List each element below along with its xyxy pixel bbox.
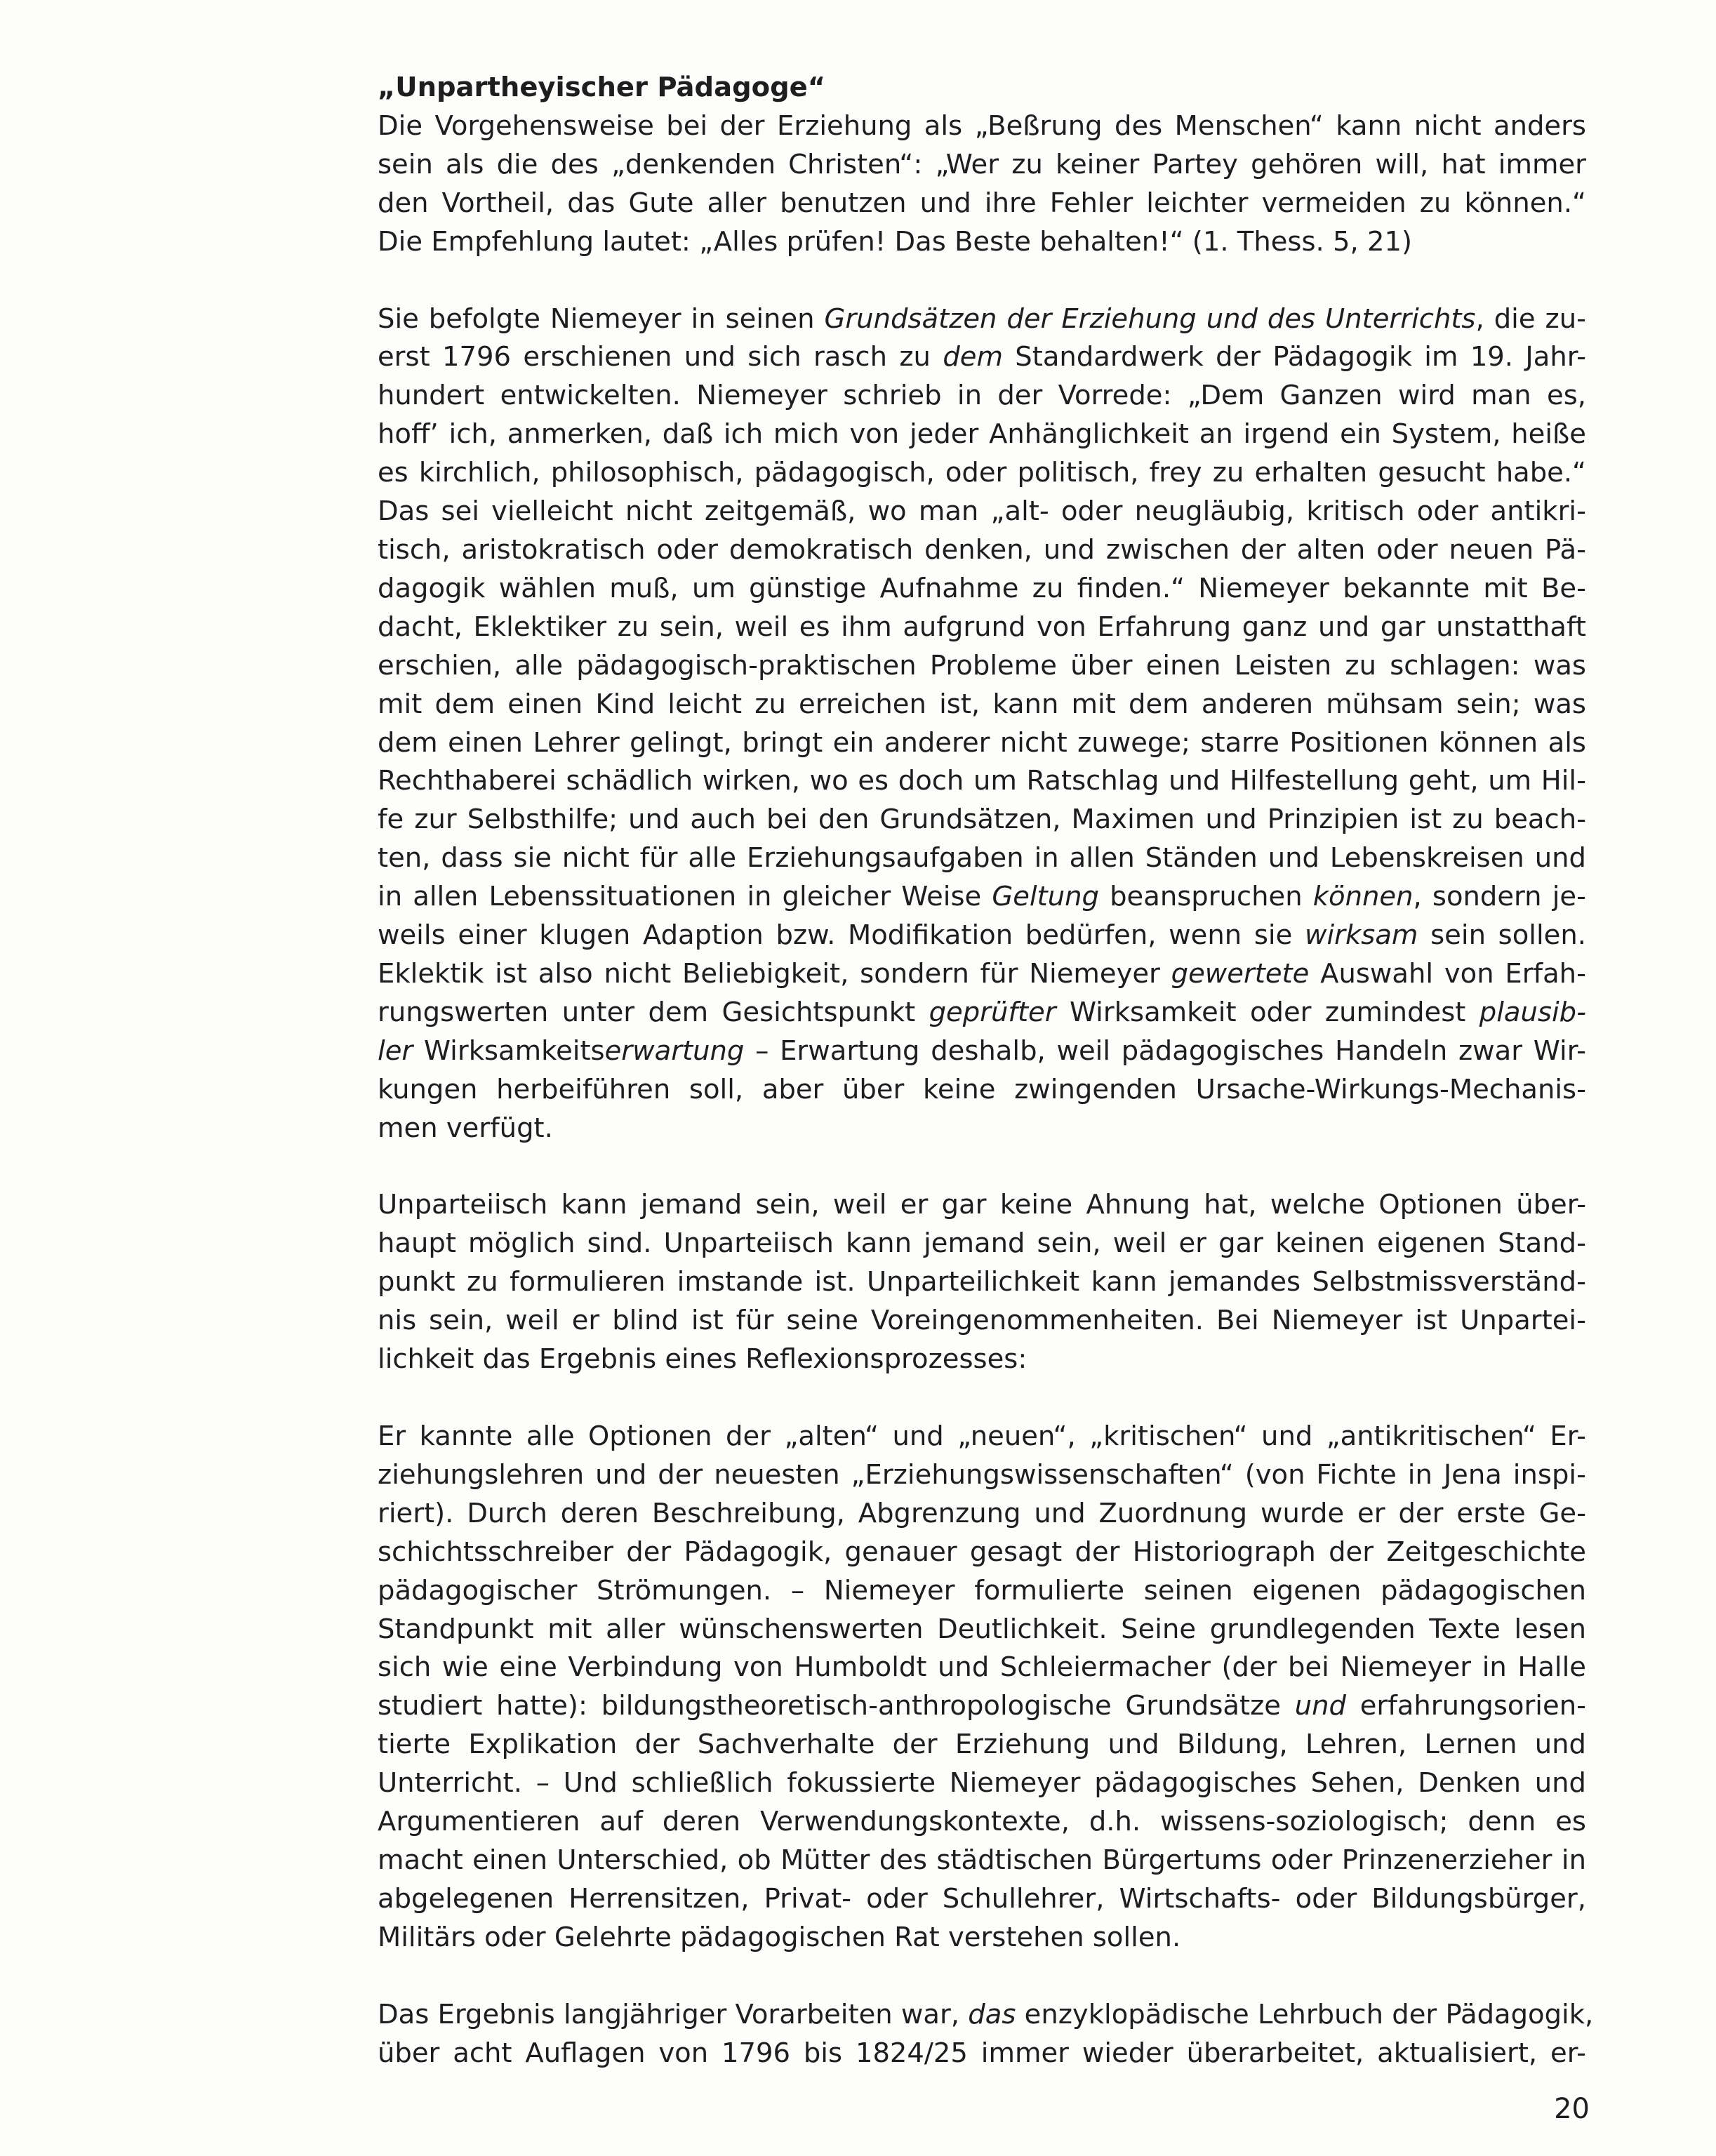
paragraph [378, 1996, 1594, 2073]
text-line: weils einer klugen Adaption bzw. Modifikation bedürfen, wenn sie wirksam sein sollen. [378, 919, 1586, 952]
text-line: Die Empfehlung lautet: „Alles prüfen! Das Beste behalten!“ (1. Thess. 5, 21) [378, 225, 1412, 258]
text-line: lichkeit das Ergebnis eines Reflexionsprozesses: [378, 1343, 1027, 1376]
page-content [378, 69, 1594, 2073]
text-line: den Vortheil, das Gute aller benutzen und ihre Fehler leichter vermeiden zu können.“ [378, 187, 1586, 219]
text-line: Standpunkt mit aller wünschenswerten Deutlichkeit. Seine grundlegenden Texte lesen [378, 1613, 1586, 1645]
text-line: Er kannte alle Optionen der „alten“ und „neuen“, „kritischen“ und „antikritischen“ Er- [378, 1420, 1586, 1452]
text-line: sein als die des „denkenden Christen“: „Wer zu keiner Partey gehören will, hat immer [378, 148, 1586, 180]
text-line: hoff’ ich, anmerken, daß ich mich von jeder Anhänglichkeit an irgend ein System, heiße [378, 418, 1586, 451]
page-number: 20 [1554, 2093, 1590, 2125]
text-line: dem einen Lehrer gelingt, bringt ein anderer nicht zuwege; starre Positionen können als [378, 726, 1586, 759]
text-line: ziehungslehren und der neuesten „Erziehungswissenschaften“ (von Fichte in Jena inspi- [378, 1458, 1586, 1491]
text-line: dagogik wählen muß, um günstige Aufnahme zu finden.“ Niemeyer bekannte mit Be- [378, 572, 1586, 604]
text-line: Militärs oder Gelehrte pädagogischen Rat verstehen sollen. [378, 1921, 1181, 1953]
text-line: tisch, aristokratisch oder demokratisch denken, und zwischen der alten oder neuen Pä- [378, 533, 1586, 566]
text-line: Sie befolgte Niemeyer in seinen Grundsätzen der Erziehung und des Unterrichts, die zu- [378, 302, 1586, 335]
text-line: erst 1796 erschienen und sich rasch zu dem Standardwerk der Pädagogik im 19. Jahr- [378, 341, 1586, 373]
text-line: Unparteiisch kann jemand sein, weil er gar keine Ahnung hat, welche Optionen über- [378, 1189, 1586, 1221]
body-paragraphs [378, 300, 1594, 2073]
intro-paragraph [378, 107, 1586, 262]
text-line: riert). Durch deren Beschreibung, Abgrenzung und Zuordnung wurde er der erste Ge- [378, 1497, 1586, 1529]
text-line: men verfügt. [378, 1112, 553, 1144]
text-line: punkt zu formulieren imstande ist. Unparteilichkeit kann jemandes Selbstmissverständ- [378, 1266, 1586, 1298]
text-line: macht einen Unterschied, ob Mütter des städtischen Bürgertums oder Prinzenerzieher in [378, 1844, 1586, 1876]
text-line: ten, dass sie nicht für alle Erziehungsaufgaben in allen Ständen und Lebenskreisen und [378, 842, 1586, 874]
text-line: Das Ergebnis langjähriger Vorarbeiten war, das enzyklopädische Lehrbuch der Pädagogik, [378, 1998, 1594, 2030]
paragraph [378, 1418, 1586, 1957]
text-line: fe zur Selbsthilfe; und auch bei den Grundsätzen, Maximen und Prinzipien ist zu beach- [378, 804, 1586, 836]
text-line: schichtsschreiber der Pädagogik, genauer gesagt der Historiograph der Zeitgeschichte [378, 1536, 1586, 1568]
text-line: haupt möglich sind. Unparteiisch kann jemand sein, weil er gar keinen eigenen Stand- [378, 1227, 1586, 1260]
section-intro [378, 69, 1586, 262]
text-line: Die Vorgehensweise bei der Erziehung als „Beßrung des Menschen“ kann nicht anders [378, 109, 1586, 142]
text-line: tierte Explikation der Sachverhalte der Erziehung und Bildung, Lehren, Lernen und [378, 1729, 1586, 1761]
text-line: mit dem einen Kind leicht zu erreichen ist, kann mit dem anderen mühsam sein; was [378, 688, 1586, 720]
text-line: hundert entwickelten. Niemeyer schrieb in der Vorrede: „Dem Ganzen wird man es, [378, 380, 1586, 412]
text-line: rungswerten unter dem Gesichtspunkt geprüfter Wirksamkeit oder zumindest plausib- [378, 996, 1586, 1028]
text-line: Das sei vielleicht nicht zeitgemäß, wo man „alt- oder neugläubig, kritisch oder antikri- [378, 495, 1586, 528]
text-line: ler Wirksamkeitserwartung – Erwartung deshalb, weil pädagogisches Handeln zwar Wir- [378, 1034, 1586, 1067]
section-heading: „Unpartheyischer Pädagoge“ [378, 72, 826, 103]
text-line: dacht, Eklektiker zu sein, weil es ihm aufgrund von Erfahrung ganz und gar unstatthaft [378, 611, 1586, 643]
paragraph [378, 1186, 1586, 1379]
text-line: in allen Lebenssituationen in gleicher Weise Geltung beanspruchen können, sondern je- [378, 881, 1586, 913]
text-line: erschien, alle pädagogisch-praktischen Probleme über einen Leisten zu schlagen: was [378, 649, 1586, 681]
text-line: Eklektik ist also nicht Beliebigkeit, sondern für Niemeyer gewertete Auswahl von Erfah- [378, 957, 1586, 990]
text-line: sich wie eine Verbindung von Humboldt und Schleiermacher (der bei Niemeyer in Halle [378, 1651, 1586, 1684]
text-line: kungen herbeiführen soll, aber über keine zwingenden Ursache-Wirkungs-Mechanis- [378, 1073, 1586, 1105]
text-line: Unterricht. – Und schließlich fokussierte Niemeyer pädagogisches Sehen, Denken und [378, 1767, 1586, 1799]
text-line: abgelegenen Herrensitzen, Privat- oder Schullehrer, Wirtschafts- oder Bildungsbürger, [378, 1882, 1586, 1915]
text-line: es kirchlich, philosophisch, pädagogisch, oder politisch, frey zu erhalten gesucht habe.“ [378, 457, 1586, 489]
text-line: Rechthaberei schädlich wirken, wo es doch um Ratschlag und Hilfestellung geht, um Hil- [378, 765, 1586, 797]
text-line: studiert hatte): bildungstheoretisch-anthropologische Grundsätze und erfahrungsorien- [378, 1690, 1586, 1722]
text-line: über acht Auflagen von 1796 bis 1824/25 immer wieder überarbeitet, aktualisiert, er- [378, 2037, 1586, 2069]
paragraph [378, 300, 1586, 1148]
text-line: Argumentieren auf deren Verwendungskontexte, d.h. wissens-soziologisch; denn es [378, 1806, 1586, 1838]
text-line: nis sein, weil er blind ist für seine Voreingenommenheiten. Bei Niemeyer ist Unpartei- [378, 1305, 1586, 1337]
text-line: pädagogischer Strömungen. – Niemeyer formulierte seinen eigenen pädagogischen [378, 1574, 1586, 1606]
